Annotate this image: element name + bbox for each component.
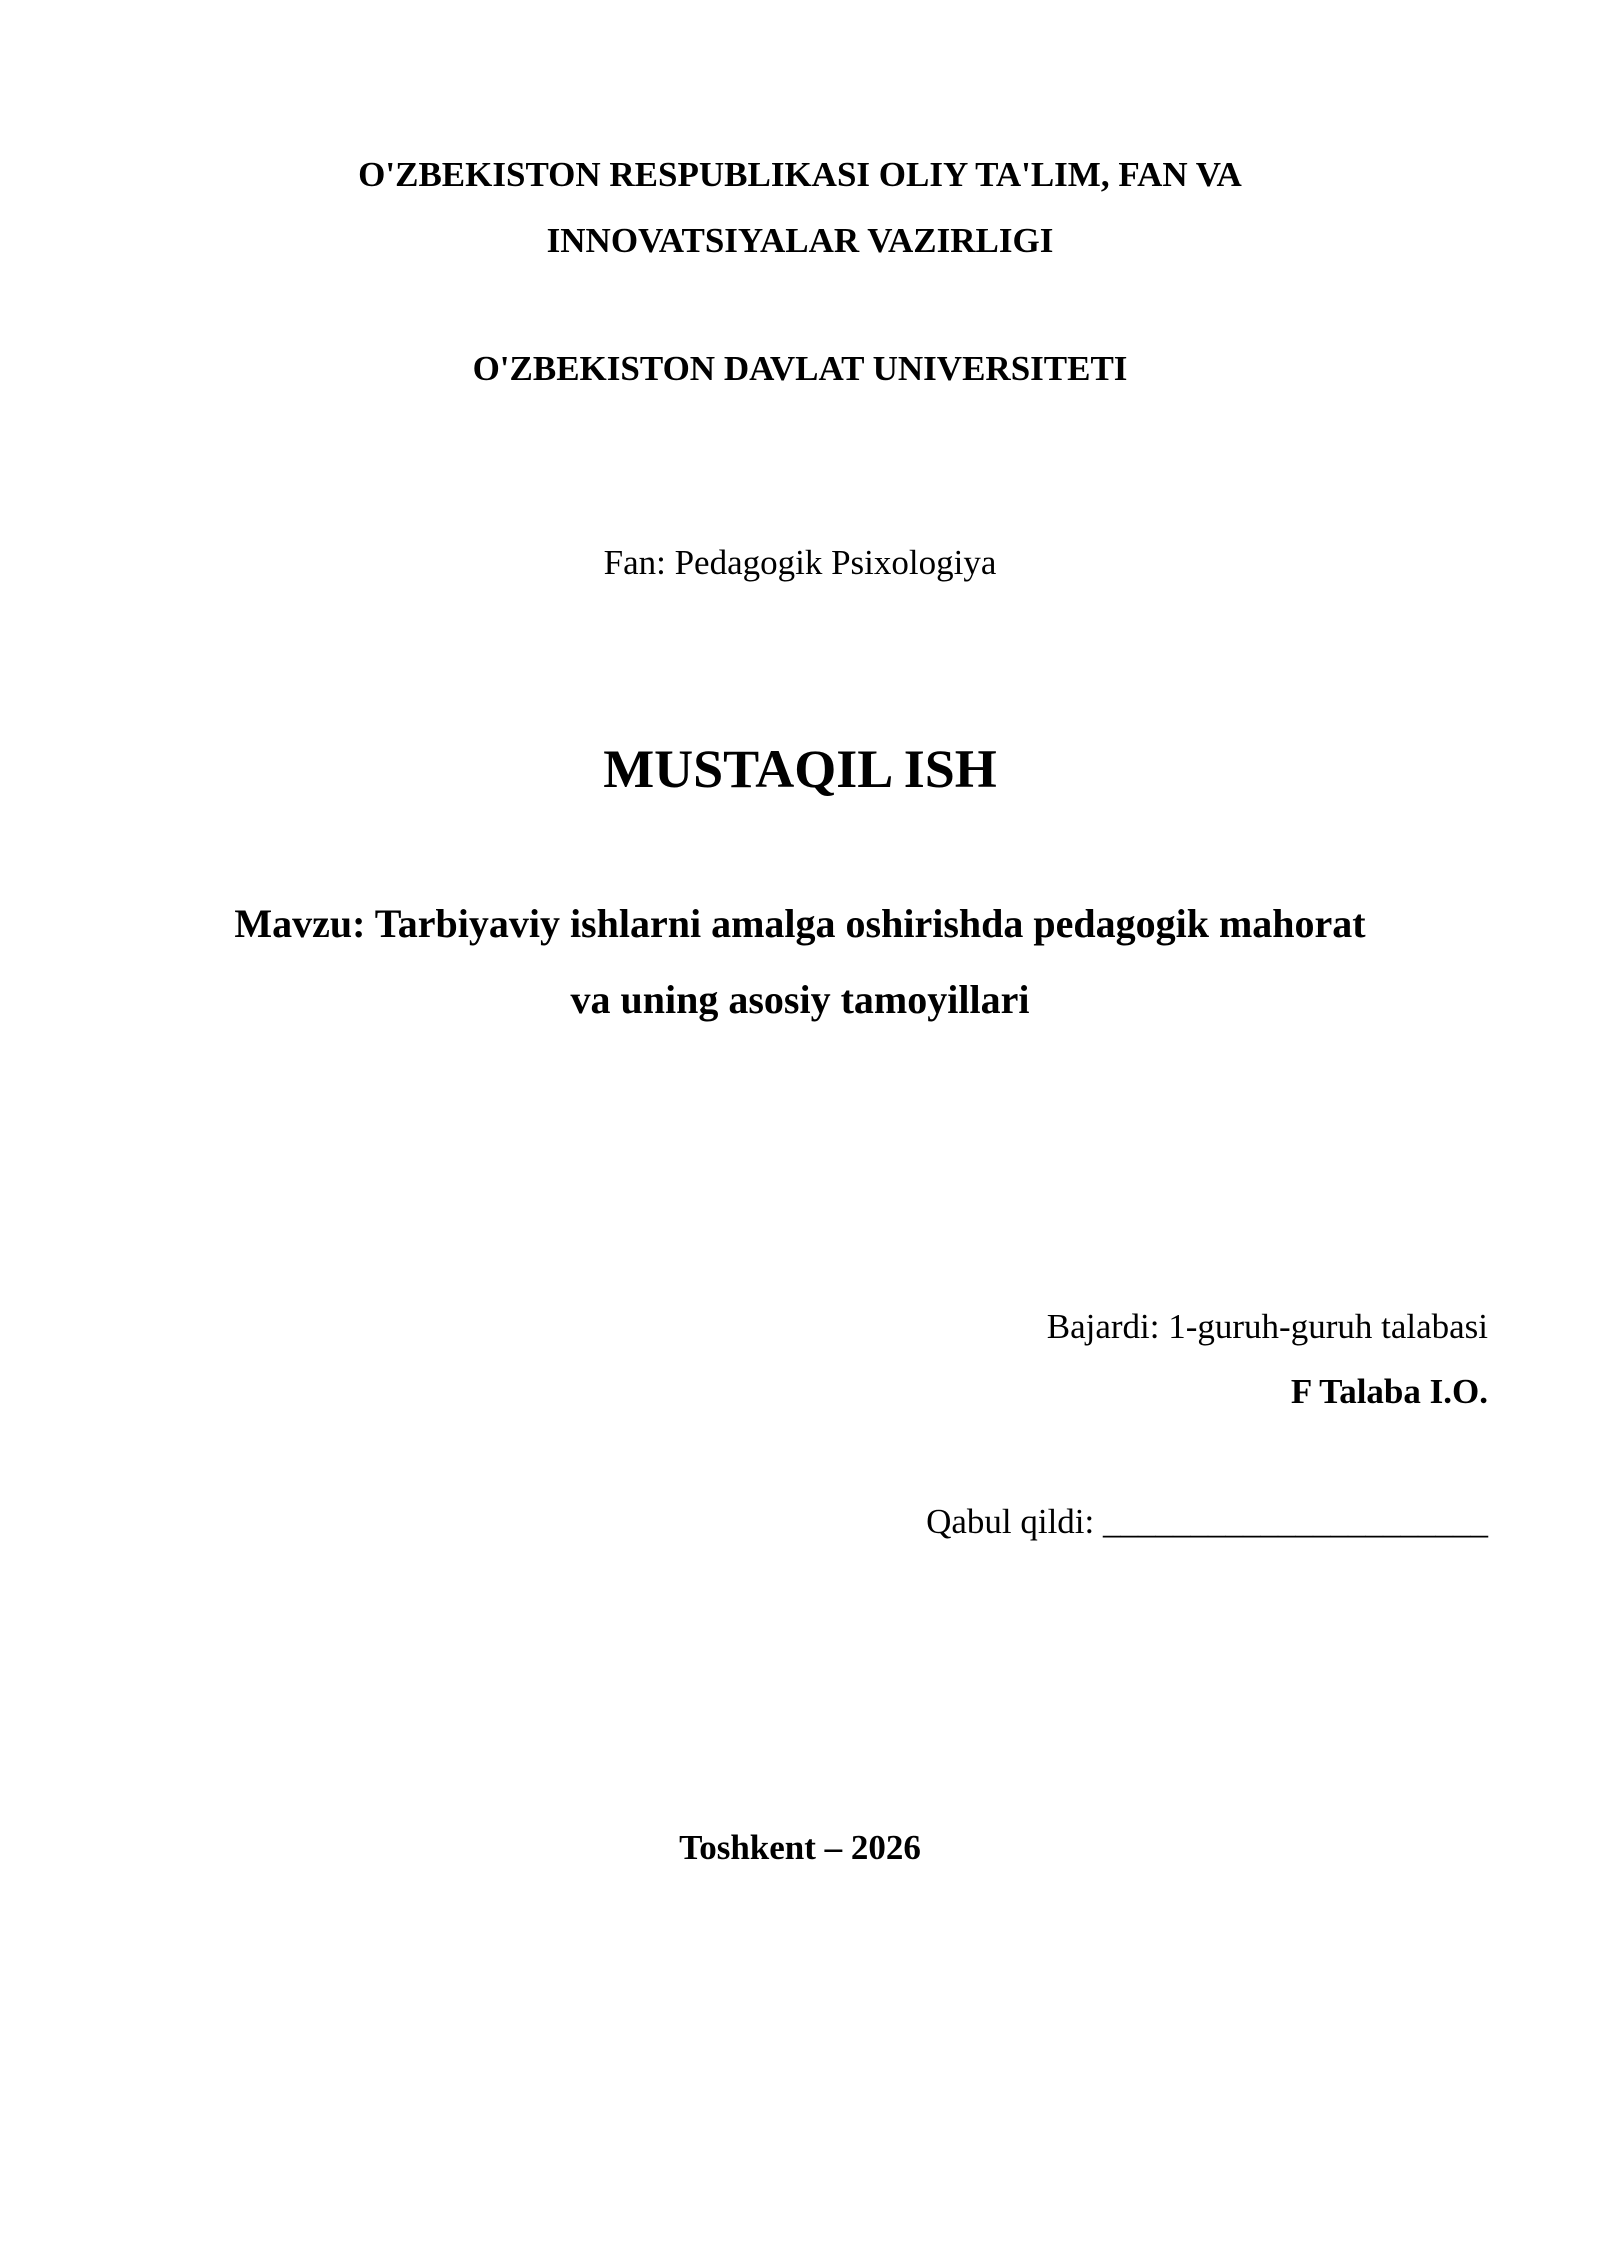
topic-line-1: Mavzu: Tarbiyaviy ishlarni amalga oshirishda pedagogik mahorat [234,901,1366,946]
performer-label: Bajardi: 1-guruh-guruh talabasi [1046,1307,1488,1346]
document-type-title: MUSTAQIL ISH [603,739,997,799]
ministry-line-1: O'ZBEKISTON RESPUBLIKASI OLIY TA'LIM, FAN VA [358,155,1242,194]
accepted-by-line: Qabul qildi: ______________________ [926,1502,1488,1541]
topic-heading [0,886,1600,1038]
ministry-heading [0,142,1600,274]
topic-line-2: va uning asosiy tamoyillari [570,977,1030,1022]
student-name: F Talaba I.O. [1290,1372,1488,1411]
ministry-line-2: INNOVATSIYALAR VAZIRLIGI [546,221,1054,260]
university-name: O'ZBEKISTON DAVLAT UNIVERSITETI [472,349,1128,388]
subject-line: Fan: Pedagogik Psixologiya [603,543,997,582]
place-year-footer: Toshkent – 2026 [679,1828,921,1867]
